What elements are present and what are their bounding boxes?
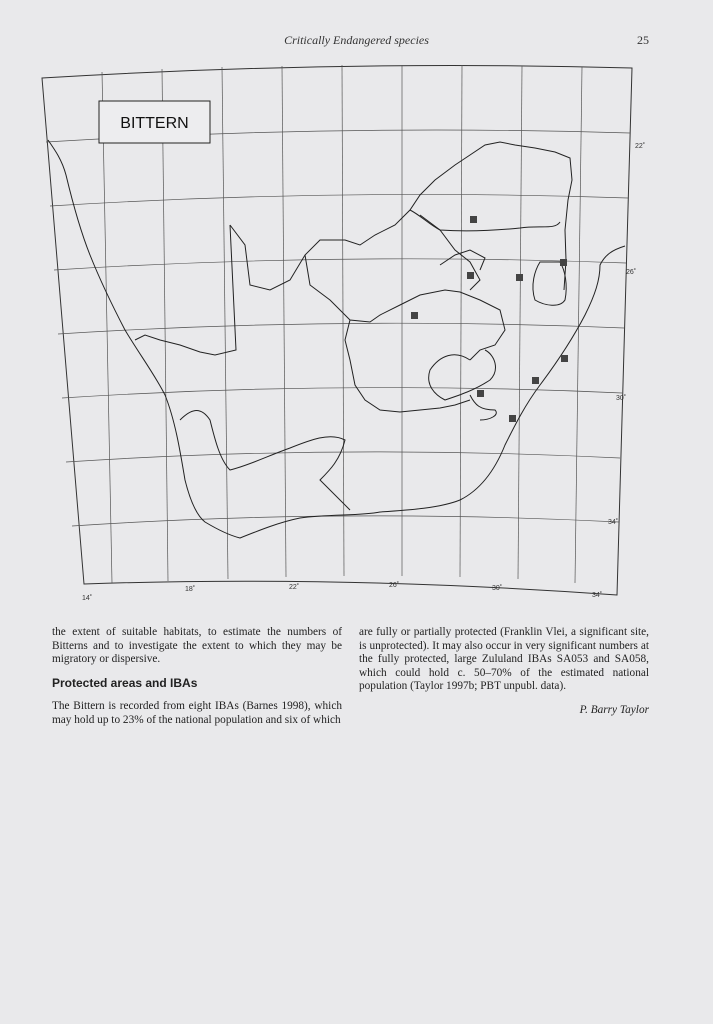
latitude-labels [608, 142, 645, 526]
lat-label-22: 22˚ [635, 143, 646, 150]
left-paragraph-2: The Bittern is recorded from eight IBAs (Barnes 1998), which may hold up to 23% of the national population and six of which [52, 700, 342, 726]
map-title-box [99, 101, 210, 143]
lon-label-26: 26˚ [389, 582, 400, 589]
lon-label-30: 30˚ [492, 585, 503, 592]
parallel-grid [46, 130, 630, 526]
lon-label-34: 34˚ [592, 592, 603, 599]
left-paragraph-1: the extent of suitable habitats, to estimate the numbers of Bitterns and to investigate the extent to which they may be migratory or dispersive. [52, 626, 342, 666]
map-title: BITTERN [120, 115, 189, 132]
running-title: Critically Endangered species [284, 33, 429, 47]
right-paragraph: are fully or partially protected (Franklin Vlei, a significant site, is unprotected). It may also occur in very significant numbers at the fully protected, large Zululand IBAs SA053 and SA058, which could hold c. 50–70% of the estimated national population (Taylor 1997b; PBT unpubl. data). [359, 626, 649, 693]
record-markers [411, 216, 568, 422]
page-number: 25 [637, 33, 649, 47]
longitude-labels [82, 581, 602, 602]
lon-label-22: 22˚ [289, 584, 300, 591]
lat-label-30: 30˚ [616, 395, 627, 402]
lon-label-18: 18˚ [185, 586, 196, 593]
country-outline [48, 140, 625, 538]
lat-label-34: 34˚ [608, 519, 619, 526]
section-heading: Protected areas and IBAs [52, 675, 198, 690]
lat-label-26: 26˚ [626, 269, 637, 276]
lon-label-14: 14˚ [82, 595, 93, 602]
left-column [52, 626, 342, 738]
right-column [359, 626, 649, 718]
author: P. Barry Taylor [579, 703, 649, 716]
